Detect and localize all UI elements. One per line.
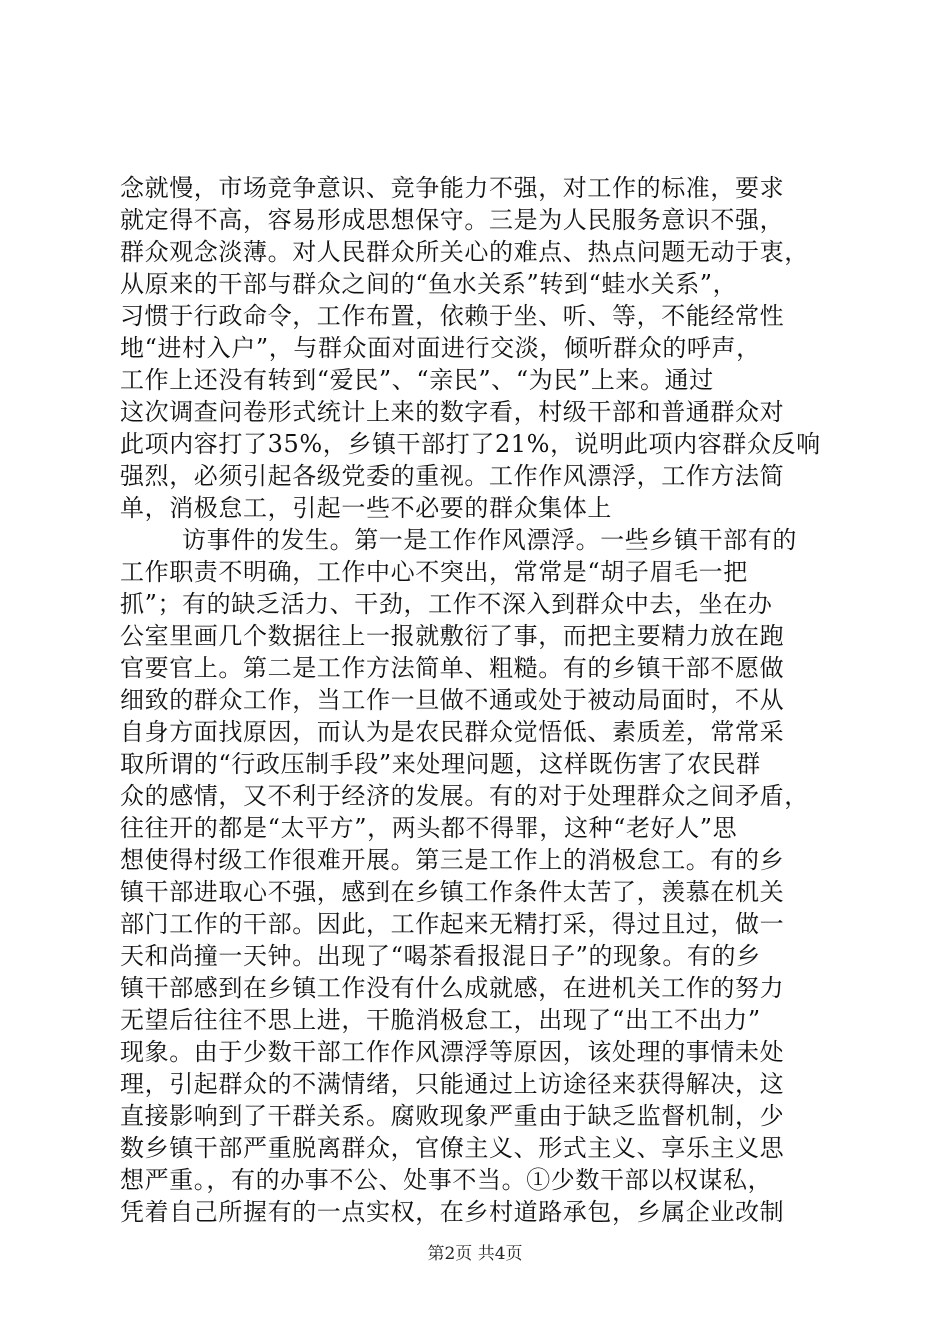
text-line: 工作上还没有转到“爱民”、“亲民”、“为民”上来。通过 [120, 366, 714, 394]
text-line: 想严重。，有的办事不公、处事不当。①少数干部以权谋私， [120, 1166, 773, 1194]
text-line: 往往开的都是“太平方”，两头都不得罪，这种“老好人”思 [120, 814, 738, 842]
text-line: 理，引起群众的不满情绪，只能通过上访途径来获得解决，这 [120, 1070, 785, 1098]
text-line: 无望后往往不思上进，干脆消极怠工，出现了“出工不出力” [120, 1006, 761, 1034]
text-line-indented: 访事件的发生。第一是工作作风漂浮。一些乡镇干部有的 [182, 526, 797, 554]
text-line: 此项内容打了35%，乡镇干部打了21%，说明此项内容群众反响 [120, 430, 821, 458]
text-line: 想使得村级工作很难开展。第三是工作上的消极怠工。有的乡 [120, 846, 785, 874]
text-line: 这次调查问卷形式统计上来的数字看，村级干部和普通群众对 [120, 398, 785, 426]
text-line: 抓”；有的缺乏活力、干劲，工作不深入到群众中去，坐在办 [120, 590, 773, 618]
text-line: 公室里画几个数据往上一报就敷衍了事，而把主要精力放在跑 [120, 622, 785, 650]
text-line: 群众观念淡薄。对人民群众所关心的难点、热点问题无动于衷， [120, 238, 809, 266]
text-line: 官要官上。第二是工作方法简单、粗糙。有的乡镇干部不愿做 [120, 654, 785, 682]
text-line: 念就慢，市场竞争意识、竞争能力不强，对工作的标准，要求 [120, 174, 785, 202]
text-line: 细致的群众工作，当工作一旦做不通或处于被动局面时，不从 [120, 686, 785, 714]
text-line: 就定得不高，容易形成思想保守。三是为人民服务意识不强， [120, 206, 785, 234]
text-line: 直接影响到了干群关系。腐败现象严重由于缺乏监督机制，少 [120, 1102, 785, 1130]
text-line: 镇干部进取心不强，感到在乡镇工作条件太苦了，羡慕在机关 [120, 878, 785, 906]
text-line: 数乡镇干部严重脱离群众，官僚主义、形式主义、享乐主义思 [120, 1134, 785, 1162]
text-line: 凭着自己所握有的一点实权，在乡村道路承包，乡属企业改制 [120, 1198, 785, 1226]
text-line: 部门工作的干部。因此，工作起来无精打采，得过且过，做一 [120, 910, 785, 938]
text-line: 天和尚撞一天钟。出现了“喝茶看报混日子”的现象。有的乡 [120, 942, 761, 970]
text-line: 自身方面找原因，而认为是农民群众觉悟低、素质差，常常采 [120, 718, 785, 746]
text-line: 习惯于行政命令，工作布置，依赖于坐、听、等，不能经常性 [120, 302, 785, 330]
text-line: 取所谓的“行政压制手段”来处理问题，这样既伤害了农民群 [120, 750, 761, 778]
text-line: 工作职责不明确，工作中心不突出，常常是“胡子眉毛一把 [120, 558, 748, 586]
text-line: 强烈，必须引起各级党委的重视。工作作风漂浮，工作方法简 [120, 462, 785, 490]
text-line: 镇干部感到在乡镇工作没有什么成就感，在进机关工作的努力 [120, 974, 785, 1002]
text-line: 单，消极怠工，引起一些不必要的群众集体上 [120, 494, 612, 522]
text-line: 从原来的干部与群众之间的“鱼水关系”转到“蛙水关系”， [120, 270, 738, 298]
text-line: 众的感情，又不利于经济的发展。有的对于处理群众之间矛盾， [120, 782, 809, 810]
text-line: 现象。由于少数干部工作作风漂浮等原因，该处理的事情未处 [120, 1038, 785, 1066]
page-number-footer: 第2页 共4页 [427, 1244, 523, 1264]
body-text [120, 172, 840, 1228]
text-line: 地“进村入户”，与群众面对面进行交淡，倾听群众的呼声， [120, 334, 761, 362]
